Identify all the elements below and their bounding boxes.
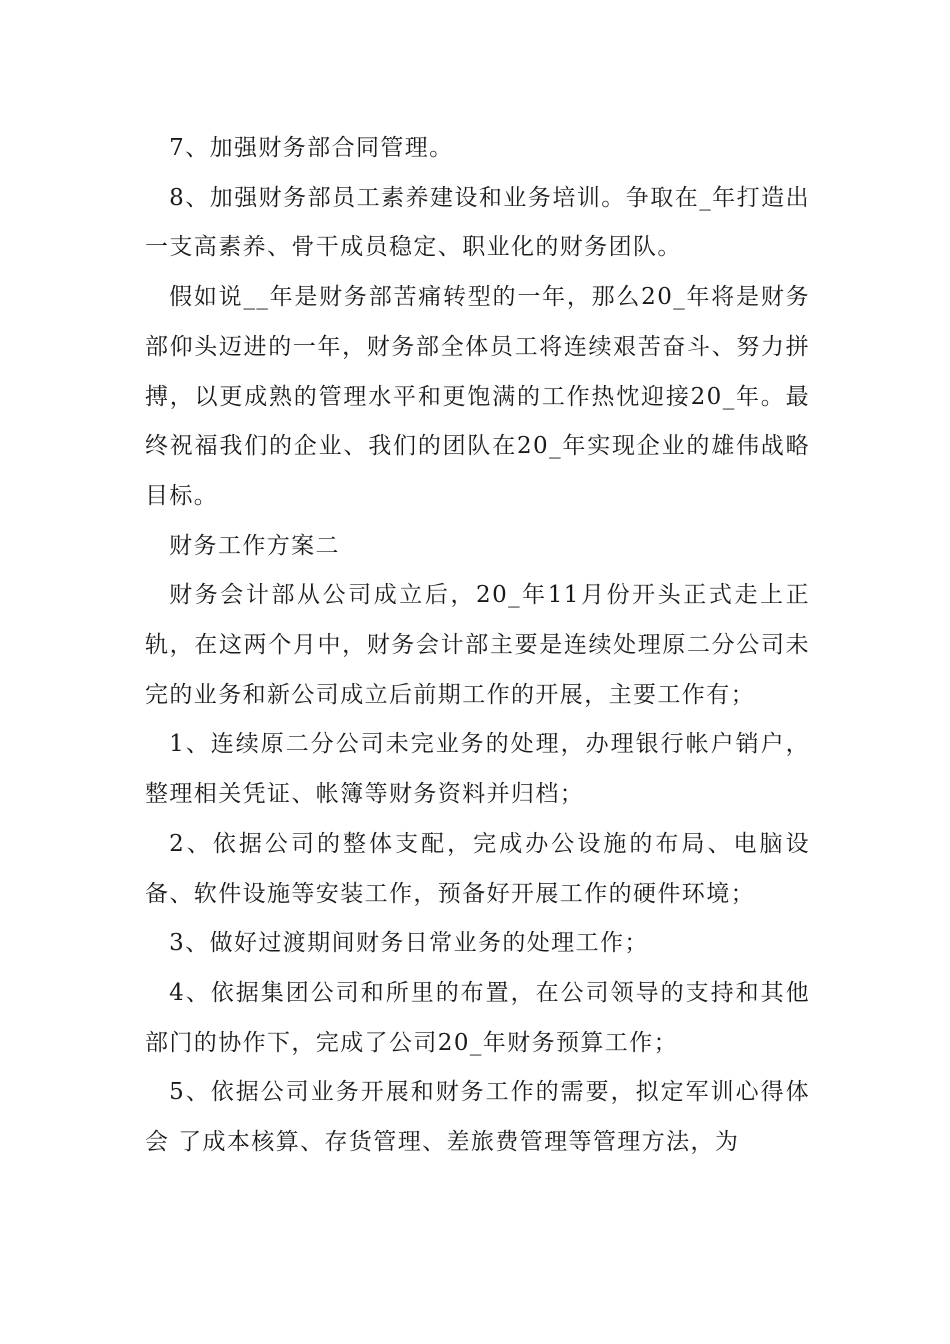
list-item-5: 5、依据公司业务开展和财务工作的需要，拟定军训心得体会 了成本核算、存货管理、差旅费管理等管理方法，为 [145,1079,810,1156]
document-body [145,124,810,1168]
section-heading: 财务工作方案二 [169,532,340,559]
list-item-4: 4、依据集团公司和所里的布置，在公司领导的支持和其他部门的协作下，完成了公司20_年财务预算工作； [145,979,810,1056]
paragraph-intro: 财务会计部从公司成立后，20_年11月份开头正式走上正轨，在这两个月中，财务会计部主要是连续处理原二分公司未完的业务和新公司成立后前期工作的开展，主要工作有； [145,582,810,708]
list-item-2: 2、依据公司的整体支配，完成办公设施的布局、电脑设备、软件设施等安装工作，预备好开展工作的硬件环境； [145,830,810,907]
list-item-1: 1、连续原二分公司未完业务的处理，办理银行帐户销户，整理相关凭证、帐簿等财务资料并归档； [145,731,810,808]
list-item-3: 3、做好过渡期间财务日常业务的处理工作； [169,930,649,957]
paragraph-item-8: 8、加强财务部员工素养建设和业务培训。争取在_年打造出一支高素养、骨干成员稳定、职业化的财务团队。 [145,184,810,261]
paragraph-outlook: 假如说__年是财务部苦痛转型的一年，那么20_年将是财务部仰头迈进的一年，财务部全体员工将连续艰苦奋斗、努力拼搏，以更成熟的管理水平和更饱满的工作热忱迎接20_年。最终祝福我们的企业、我们的团队在20_年实现企业的雄伟战略目标。 [145,284,810,509]
paragraph-item-7: 7、加强财务部合同管理。 [169,135,454,161]
